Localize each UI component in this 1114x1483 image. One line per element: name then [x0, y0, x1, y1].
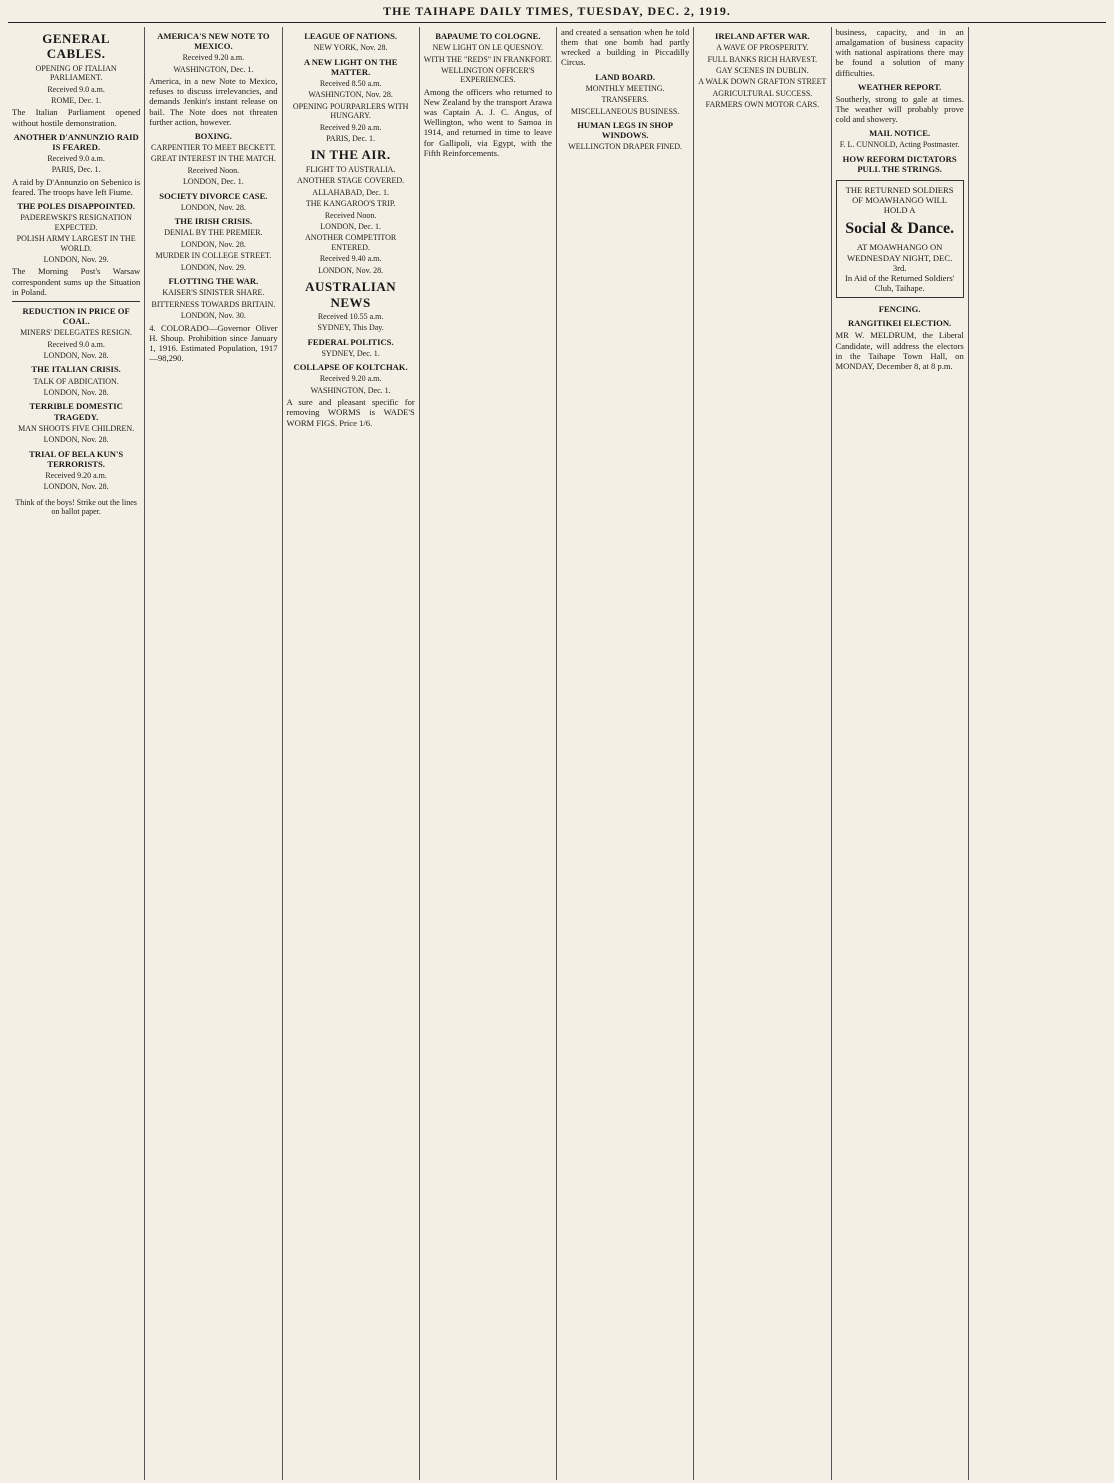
column-2: [145, 27, 282, 1480]
subheadline: PADEREWSKI'S RESIGNATION EXPECTED.: [20, 213, 132, 232]
footer-note: Think of the boys! Strike out the lines on ballot paper.: [15, 497, 137, 517]
subheadline: DENIAL BY THE PREMIER.: [164, 228, 263, 238]
dateline: Received 9.20 a.m.: [182, 53, 245, 63]
headline: BAPAUME TO COLOGNE.: [435, 31, 541, 41]
subheadline: A WAVE OF PROSPERITY.: [716, 43, 809, 53]
subheadline: ANOTHER STAGE COVERED.: [297, 176, 405, 186]
headline: THE ITALIAN CRISIS.: [31, 364, 121, 375]
columns: [8, 27, 1106, 1480]
dateline: Received Noon.: [324, 210, 377, 220]
headline: RANGITIKEI ELECTION.: [848, 318, 952, 329]
dateline: LONDON, Dec. 1.: [320, 222, 381, 231]
headline: IRELAND AFTER WAR.: [715, 31, 810, 41]
column-5: [557, 27, 694, 1480]
subheadline: OPENING POURPARLERS WITH HUNGARY.: [292, 101, 409, 121]
article-paragraph: Southerly, strong to gale at times. The weather will probably prove cold and showery.: [835, 93, 964, 125]
dateline: SYDNEY, This Day.: [317, 323, 384, 333]
subheadline: TALK OF ABDICATION.: [33, 376, 119, 386]
headline: IN THE AIR.: [310, 147, 391, 163]
subheadline: WELLINGTON DRAPER FINED.: [568, 142, 683, 152]
headline: COLLAPSE OF KOLTCHAK.: [293, 362, 408, 373]
headline: FEDERAL POLITICS.: [307, 336, 394, 347]
subheadline: MINERS' DELEGATES RESIGN.: [20, 328, 133, 338]
dateline: LONDON, Nov. 28.: [180, 202, 246, 212]
dateline: NEW YORK, Nov. 28.: [313, 43, 388, 53]
column-6: [694, 27, 831, 1480]
headline: HUMAN LEGS IN SHOP WINDOWS.: [577, 120, 673, 141]
subheadline: GAY SCENES IN DUBLIN.: [716, 66, 809, 76]
headline: SOCIETY DIVORCE CASE.: [159, 190, 268, 201]
dateline: PARIS, Dec. 1.: [326, 134, 376, 144]
dateline: Received 9.40 a.m.: [319, 254, 382, 264]
subheadline: FARMERS OWN MOTOR CARS.: [705, 100, 820, 110]
headline: BOXING.: [194, 130, 232, 141]
subheadline: GREAT INTEREST IN THE MATCH.: [150, 154, 276, 164]
column-1: [8, 27, 145, 1480]
dateline: PARIS, Dec. 1.: [51, 165, 101, 175]
headline: MAIL NOTICE.: [869, 128, 931, 139]
dateline: Received 9.0 a.m.: [47, 153, 105, 163]
ad-box: [836, 180, 964, 298]
column-4: [420, 27, 557, 1480]
article-paragraph: A raid by D'Annunzio on Sebenico is feared. The troops have left Fiume.: [12, 176, 141, 197]
dateline: Received 9.20 a.m.: [45, 470, 107, 480]
article-paragraph: and created a sensation when he told them that one bomb had partly wrecked a building in Piccadilly Circus.: [561, 27, 690, 68]
dateline: Received 8.50 a.m.: [319, 78, 382, 88]
dateline: LONDON, Nov. 29.: [180, 262, 246, 272]
dateline: LONDON, Nov. 28.: [43, 351, 109, 361]
headline: TRIAL OF BELA KUN'S TERRORISTS.: [29, 448, 124, 469]
subheadline: MAN SHOOTS FIVE CHILDREN.: [18, 423, 135, 433]
dateline: Received 9.0 a.m.: [47, 84, 105, 94]
dateline: Received Noon.: [187, 165, 240, 175]
dateline: LONDON, Nov. 30.: [180, 311, 246, 321]
dateline: LONDON, Nov. 28.: [318, 265, 384, 275]
subheadline: MURDER IN COLLEGE STREET.: [155, 251, 272, 261]
ad-title: Social & Dance.: [845, 219, 955, 237]
subheadline: CARPENTIER TO MEET BECKETT.: [151, 143, 276, 152]
subheadline: THE KANGAROO'S TRIP.: [305, 199, 396, 209]
subheadline: WITH THE "REDS" IN FRANKFORT.: [423, 54, 552, 64]
article-paragraph: 4. COLORADO—Governor Oliver H. Shoup. Prohibition since January 1, 1916. Estimated Population, 1917—98,290.: [149, 322, 278, 364]
column-8: [969, 27, 1106, 1480]
headline: WEATHER REPORT.: [857, 81, 942, 92]
column-7: [832, 27, 969, 1480]
dateline: Received 9.0 a.m.: [47, 339, 105, 349]
subheadline: A WALK DOWN GRAFTON STREET: [698, 77, 827, 87]
subheadline: FLIGHT TO AUSTRALIA.: [305, 164, 396, 174]
dateline: Received 9.20 a.m.: [319, 122, 382, 132]
headline: HOW REFORM DICTATORS PULL THE STRINGS.: [842, 153, 957, 174]
dateline: WASHINGTON, Dec. 1.: [173, 64, 254, 74]
subheadline: FULL BANKS RICH HARVEST.: [707, 54, 818, 64]
article-paragraph: The Morning Post's Warsaw correspondent sums up the Situation in Poland.: [12, 266, 141, 297]
headline: LAND BOARD.: [595, 71, 655, 82]
subheadline: MONTHLY MEETING.: [585, 83, 665, 93]
headline: THE IRISH CRISIS.: [174, 216, 253, 227]
ad-line: THE RETURNED SOLDIERS OF MOAWHANGO WILL HOLD A: [845, 185, 954, 216]
dateline: SYDNEY, Dec. 1.: [321, 348, 380, 358]
headline: A NEW LIGHT ON THE MATTER.: [303, 56, 398, 77]
headline: ANOTHER D'ANNUNZIO RAID IS FEARED.: [13, 131, 139, 152]
dateline: WASHINGTON, Dec. 1.: [310, 385, 391, 395]
dateline: F. L. CUNNOLD, Acting Postmaster.: [839, 140, 960, 150]
subheadline: OPENING OF ITALIAN PARLIAMENT.: [35, 63, 117, 83]
headline: FENCING.: [878, 304, 921, 315]
article-paragraph: The Italian Parliament opened without hostile demonstration.: [12, 107, 141, 128]
headline: AUSTRALIAN NEWS: [305, 279, 397, 310]
column-3: [283, 27, 420, 1480]
headline: GENERAL CABLES.: [42, 31, 111, 62]
dateline: Received 9.20 a.m.: [319, 374, 382, 384]
dateline: WASHINGTON, Nov. 28.: [308, 90, 393, 100]
article-paragraph: America, in a new Note to Mexico, refuses to discuss irrelevancies, and demands Jenkin's instant release on bail. The Note does not threaten further action, however.: [149, 76, 278, 127]
subheadline: MISCELLANEOUS BUSINESS.: [570, 106, 680, 116]
subheadline: KAISER'S SINISTER SHARE.: [162, 288, 265, 298]
subheadline: AGRICULTURAL SUCCESS.: [712, 88, 813, 98]
subheadline: WELLINGTON OFFICER'S EXPERIENCES.: [441, 66, 535, 85]
masthead: THE TAIHAPE DAILY TIMES, TUESDAY, DEC. 2, 1919.: [8, 0, 1106, 23]
headline: FLOTTING THE WAR.: [168, 276, 259, 287]
subheadline: BITTERNESS TOWARDS BRITAIN.: [151, 299, 276, 309]
subheadline: ANOTHER COMPETITOR ENTERED.: [305, 233, 397, 252]
dateline: LONDON, Nov. 28.: [43, 482, 109, 492]
article-paragraph: Among the officers who returned to New Zealand by the transport Arawa was Captain A. J. C. Angus, of Wellington, who went to Samoa in 1914, and returned in time to leave for Gallipoli, via Egypt, with the Fifth Reinforcements.: [423, 86, 552, 158]
dateline: LONDON, Nov. 28.: [43, 388, 109, 398]
column-rule: [12, 301, 140, 302]
ad-line: AT MOAWHANGO ON WEDNESDAY NIGHT, DEC. 3rd.: [847, 242, 953, 273]
article-paragraph: business, capacity, and in an amalgamation of business capacity with national aspirations there may be found a solution of many difficulties.: [835, 27, 964, 78]
headline: AMERICA'S NEW NOTE TO MEXICO.: [157, 31, 270, 52]
dateline: LONDON, Nov. 29.: [43, 255, 109, 265]
dateline: LONDON, Nov. 28.: [180, 239, 246, 249]
headline: THE POLES DISAPPOINTED.: [17, 201, 135, 212]
headline: REDUCTION IN PRICE OF COAL.: [22, 305, 130, 327]
dateline: ALLAHABAD, Dec. 1.: [312, 187, 389, 197]
subheadline: NEW LIGHT ON LE QUESNOY.: [432, 43, 544, 53]
article-paragraph: MR W. MELDRUM, the Liberal Candidate, will address the electors in the Taihape Town Hall, on MONDAY, December 8, at 8 p.m.: [835, 330, 964, 371]
article-paragraph: A sure and pleasant specific for removing WORMS is WADE'S WORM FIGS. Price 1/6.: [286, 397, 415, 428]
subheadline: POLISH ARMY LARGEST IN THE WORLD.: [16, 234, 136, 253]
headline: LEAGUE OF NATIONS.: [304, 31, 398, 41]
dateline: LONDON, Nov. 28.: [43, 435, 109, 445]
ad-line: In Aid of the Returned Soldiers' Club, Taihape.: [845, 272, 955, 293]
dateline: ROME, Dec. 1.: [51, 95, 102, 105]
subheadline: TRANSFERS.: [601, 95, 649, 105]
headline: TERRIBLE DOMESTIC TRAGEDY.: [29, 401, 123, 422]
dateline: Received 10.55 a.m.: [317, 311, 384, 321]
dateline: LONDON, Dec. 1.: [183, 177, 244, 187]
